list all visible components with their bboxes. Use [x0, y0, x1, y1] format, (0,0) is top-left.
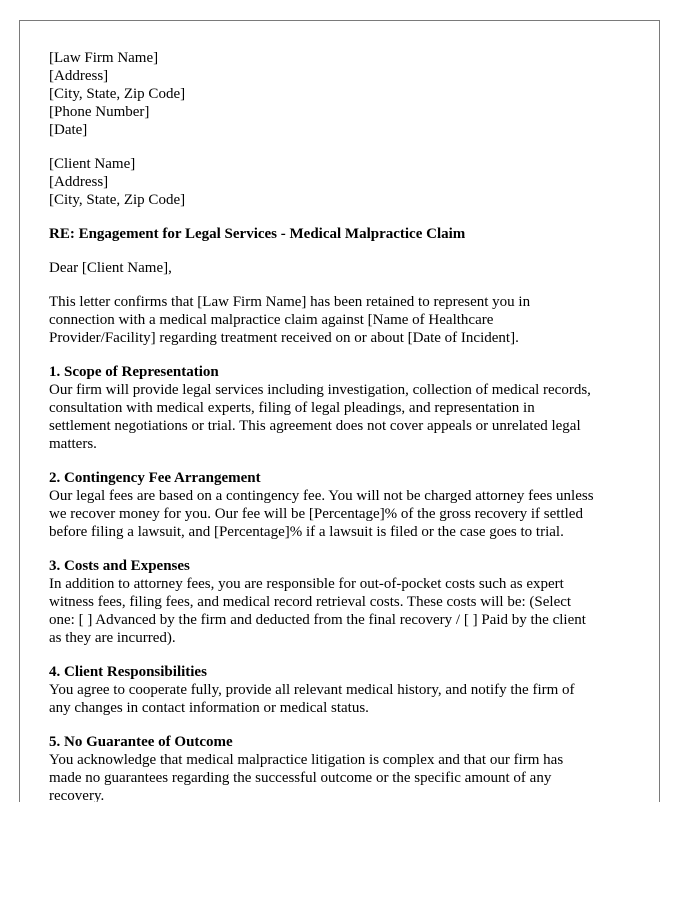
section-line: matters. — [49, 436, 97, 452]
section-client-responsibilities — [49, 663, 639, 717]
recipient-client-name: [Client Name] — [49, 156, 136, 172]
intro-line: This letter confirms that [Law Firm Name] has been retained to represent you in — [49, 294, 531, 310]
section-line: as they are incurred). — [49, 630, 176, 646]
salutation: Dear [Client Name], — [49, 260, 172, 276]
section-line: before filing a lawsuit, and [Percentage]% if a lawsuit is filed or the case goes to trial. — [49, 524, 564, 540]
recipient-city-state-zip: [City, State, Zip Code] — [49, 192, 186, 208]
section-title: 2. Contingency Fee Arrangement — [49, 470, 261, 486]
section-line: settlement negotiations or trial. This agreement does not cover appeals or unrelated legal — [49, 418, 581, 434]
section-line: any changes in contact information or medical status. — [49, 700, 369, 716]
letter-page — [19, 20, 660, 802]
section-costs — [49, 557, 639, 647]
letter-body — [49, 49, 639, 802]
section-line: Our legal fees are based on a contingency fee. You will not be charged attorney fees unless — [49, 488, 594, 504]
recipient-block — [49, 155, 639, 209]
sender-firm-name: [Law Firm Name] — [49, 50, 159, 66]
sender-phone: [Phone Number] — [49, 104, 150, 120]
section-contingency-fee — [49, 469, 639, 541]
subject-line: RE: Engagement for Legal Services - Medical Malpractice Claim — [49, 226, 466, 242]
section-line: witness fees, filing fees, and medical record retrieval costs. These costs will be: (Select — [49, 594, 572, 610]
intro-line: Provider/Facility] regarding treatment received on or about [Date of Incident]. — [49, 330, 519, 346]
intro-line: connection with a medical malpractice claim against [Name of Healthcare — [49, 312, 494, 328]
letter-date: [Date] — [49, 122, 88, 138]
section-line: made no guarantees regarding the successful outcome or the specific amount of any — [49, 770, 552, 786]
section-no-guarantee — [49, 733, 639, 802]
sender-city-state-zip: [City, State, Zip Code] — [49, 86, 186, 102]
section-line: In addition to attorney fees, you are responsible for out-of-pocket costs such as expert — [49, 576, 564, 592]
intro-paragraph — [49, 293, 639, 347]
section-line: we recover money for you. Our fee will be [Percentage]% of the gross recovery if settled — [49, 506, 583, 522]
section-line: You agree to cooperate fully, provide all relevant medical history, and notify the firm of — [49, 682, 575, 698]
section-title: 5. No Guarantee of Outcome — [49, 734, 233, 750]
section-line: one: [ ] Advanced by the firm and deducted from the final recovery / [ ] Paid by the client — [49, 612, 586, 628]
sender-address: [Address] — [49, 68, 109, 84]
section-line: Our firm will provide legal services including investigation, collection of medical records, — [49, 382, 591, 398]
section-line: You acknowledge that medical malpractice litigation is complex and that our firm has — [49, 752, 564, 768]
section-line: recovery. — [49, 788, 105, 802]
section-line: consultation with medical experts, filing of legal pleadings, and representation in — [49, 400, 535, 416]
section-title: 3. Costs and Expenses — [49, 558, 190, 574]
sender-block — [49, 49, 639, 139]
section-title: 1. Scope of Representation — [49, 364, 219, 380]
section-scope — [49, 363, 639, 453]
recipient-address: [Address] — [49, 174, 109, 190]
section-title: 4. Client Responsibilities — [49, 664, 207, 680]
